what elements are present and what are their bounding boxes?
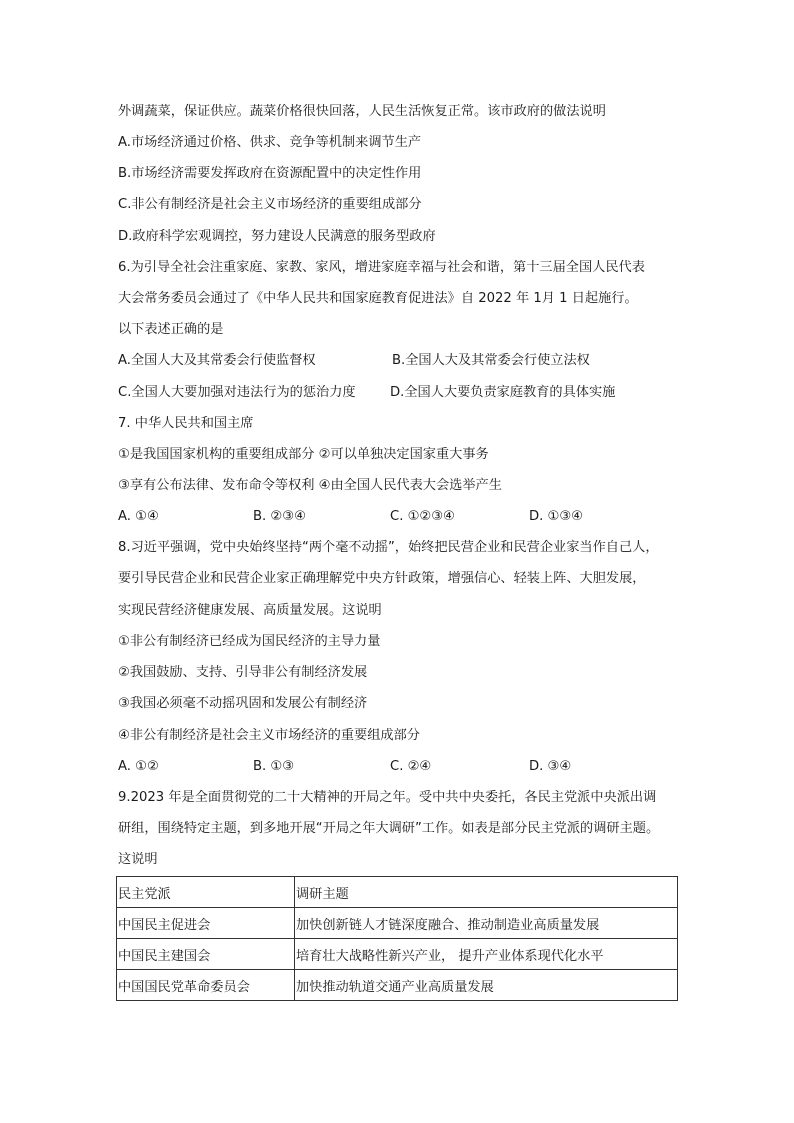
- q7-statements-2: ③享有公布法律、发布命令等权利 ④由全国人民代表大会选举产生: [118, 478, 502, 493]
- table-cell-party: 中国国民党革命委员会: [117, 970, 295, 1001]
- table-cell-topic: 加快推动轨道交通产业高质量发展: [295, 970, 678, 1001]
- table-header-party: 民主党派: [117, 877, 295, 908]
- q8-option-b: B. ①③: [253, 759, 295, 774]
- q9-stem-line2: 研组，围绕特定主题，到多地开展“开局之年大调研”工作。如表是部分民主党派的调研主题。: [118, 821, 660, 836]
- q6-option-b: B.全国人大及其常委会行使立法权: [392, 353, 590, 368]
- q6-option-d: D.全国人大要负责家庭教育的具体实施: [390, 385, 616, 400]
- q8-stem-line2: 要引导民营企业和民营企业家正确理解党中央方针政策，增强信心、轻装上阵、大胆发展，: [118, 571, 646, 586]
- q6-stem-line1: 6.为引导全社会注重家庭、家教、家风，增进家庭幸福与社会和谐，第十三届全国人民代表: [118, 260, 645, 275]
- q9-stem-line3: 这说明: [118, 852, 158, 867]
- table-row: [117, 970, 678, 1001]
- q8-option-c: C. ②④: [390, 759, 432, 774]
- q8-statement-3: ③我国必须毫不动摇巩固和发展公有制经济: [118, 696, 368, 711]
- research-topics-table: [116, 876, 678, 1001]
- table-cell-topic: 加快创新链人才链深度融合、推动制造业高质量发展: [295, 908, 678, 939]
- q5-option-a: A.市场经济通过价格、供求、竞争等机制来调节生产: [118, 135, 422, 150]
- q8-stem-line3: 实现民营经济健康发展、高质量发展。这说明: [118, 603, 382, 618]
- q8-option-a: A. ①②: [118, 759, 159, 774]
- q6-stem-line3: 以下表述正确的是: [118, 322, 224, 337]
- q6-stem-line2: 大会常务委员会通过了《中华人民共和国家庭教育促进法》自 2022 年 1月 1 日起施行。: [118, 291, 638, 306]
- table-row: [117, 908, 678, 939]
- q8-stem-line1: 8.习近平强调，党中央始终坚持“两个毫不动摇”，始终把民营企业和民营企业家当作自己人，: [118, 540, 659, 555]
- q7-option-c: C. ①②③④: [390, 509, 455, 524]
- q7-option-d: D. ①③④: [529, 509, 584, 524]
- table-cell-topic: 培育壮大战略性新兴产业， 提升产业体系现代化水平: [295, 939, 678, 970]
- q7-option-b: B. ②③④: [253, 509, 306, 524]
- table-cell-party: 中国民主促进会: [117, 908, 295, 939]
- q8-options: [118, 758, 571, 776]
- q5-option-b: B.市场经济需要发挥政府在资源配置中的决定性作用: [118, 166, 422, 181]
- q6-options-row2: [118, 384, 615, 402]
- q9-stem-line1: 9.2023 年是全面贯彻党的二十大精神的开局之年。受中共中央委托，各民主党派中央派出调: [118, 790, 657, 805]
- q7-statements-1: ①是我国国家机构的重要组成部分 ②可以单独决定国家重大事务: [118, 447, 489, 462]
- q7-options: [118, 508, 583, 526]
- table-header-topic: 调研主题: [295, 877, 678, 908]
- q8-statement-2: ②我国鼓励、支持、引导非公有制经济发展: [118, 665, 368, 680]
- q6-option-c: C.全国人大要加强对违法行为的惩治力度: [118, 385, 356, 400]
- q5-option-d: D.政府科学宏观调控，努力建设人民满意的服务型政府: [118, 229, 436, 244]
- q8-option-d: D. ③④: [529, 759, 572, 774]
- q8-statement-1: ①非公有制经济已经成为国民经济的主导力量: [118, 634, 381, 649]
- q5-stem-continued: 外调蔬菜，保证供应。蔬菜价格很快回落，人民生活恢复正常。该市政府的做法说明: [118, 104, 606, 119]
- q6-options-row1: [118, 352, 590, 370]
- q6-option-a: A.全国人大及其常委会行使监督权: [118, 353, 316, 368]
- q8-statement-4: ④非公有制经济是社会主义市场经济的重要组成部分: [118, 728, 420, 743]
- q5-option-c: C.非公有制经济是社会主义市场经济的重要组成部分: [118, 197, 422, 212]
- table-cell-party: 中国民主建国会: [117, 939, 295, 970]
- table-header-row: [117, 877, 678, 908]
- table-row: [117, 939, 678, 970]
- q7-stem: 7. 中华人民共和国主席: [118, 416, 254, 431]
- q7-option-a: A. ①④: [118, 509, 159, 524]
